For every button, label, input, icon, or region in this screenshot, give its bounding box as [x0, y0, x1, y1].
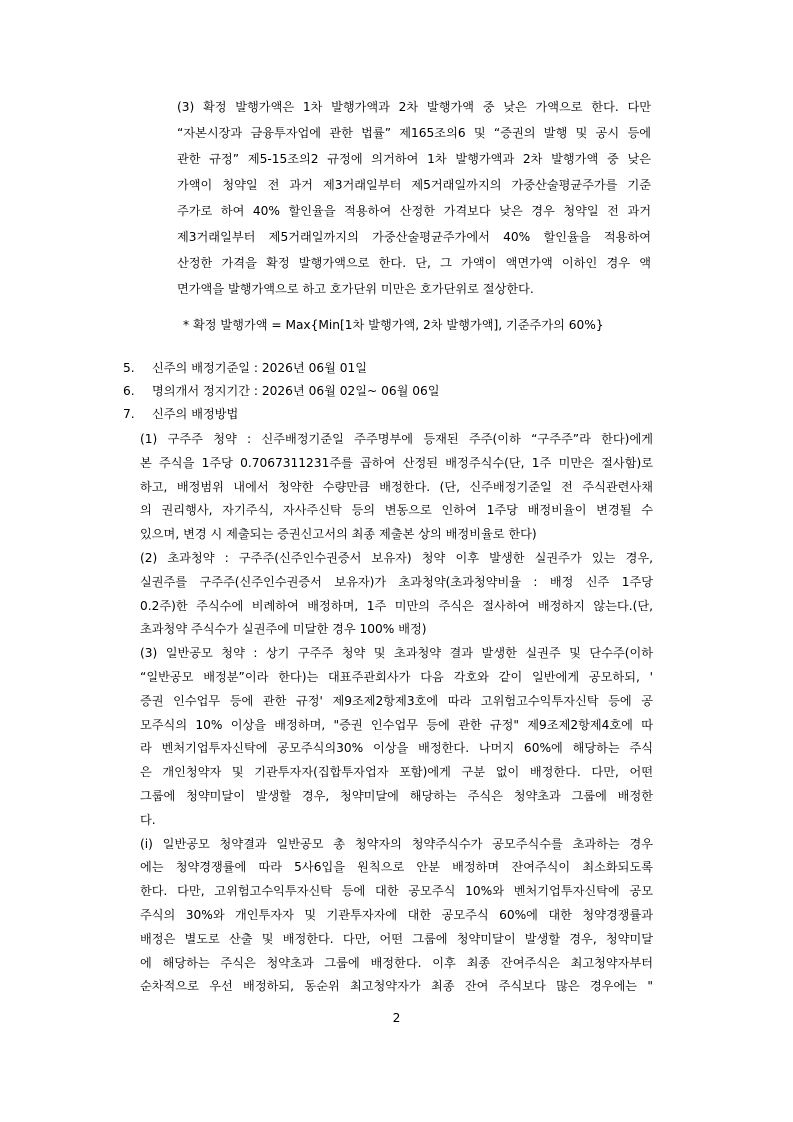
intro-line: 제3거래일부터 제5거래일까지의 가중산술평균주가에서 40% 할인율을 적용하여 — [177, 230, 651, 244]
body-line: 그룹에 청약미달이 발생할 경우, 청약미달에 해당하는 주식은 청약초과 그룹에 배정한 — [140, 788, 653, 803]
item-text: 명의개서 정지기간 : 2026년 06월 02일~ 06월 06일 — [152, 384, 440, 398]
body-line: 주식의 30%와 개인투자자 및 기관투자자에 대한 공모주식 60%에 대한 청약경쟁률과 — [140, 907, 653, 922]
body-line: 배정은 별도로 산출 및 배정한다. 다만, 어떤 그룹에 청약미달이 발생할 경우, 청약미달 — [140, 931, 653, 946]
allocation-method-body — [140, 428, 653, 999]
intro-line: 관한 규정” 제5-15조의2 규정에 의거하여 1차 발행가액과 2차 발행가액 중 낮은 — [177, 152, 651, 166]
intro-line: (3) 확정 발행가액은 1차 발행가액과 2차 발행가액 중 낮은 가액으로 한다. 다만 — [177, 100, 651, 114]
body-line: 한다. 다만, 고위험고수익투자신탁 등에 대한 공모주식 10%와 벤처기업투자신탁에 공모 — [140, 884, 653, 899]
intro-line: 주가로 하여 40% 할인율을 적용하여 산정한 가격보다 낮은 경우 청약일 전 과거 — [177, 204, 651, 218]
body-line: 에는 청약경쟁률에 따라 5사6입을 원칙으로 안분 배정하며 잔여주식이 최소화되도록 — [140, 860, 653, 875]
intro-line: 산정한 가격을 확정 발행가액으로 한다. 단, 그 가액이 액면가액 이하인 경우 액 — [177, 256, 651, 270]
body-line: 하고, 배정범위 내에서 청약한 수량만큼 배정한다. (단, 신주배정기준일 전 주식관련사채 — [140, 479, 653, 494]
item-number: 6. — [123, 384, 135, 398]
body-line: 증권 인수업무 등에 관한 규정' 제9조제2항제3호에 따라 고위험고수익투자신탁 등에 공 — [140, 693, 653, 708]
body-line: 은 개인청약자 및 기관투자자(집합투자업자 포함)에게 구분 없이 배정한다. 다만, 어떤 — [140, 765, 653, 780]
item-number: 5. — [123, 361, 135, 375]
intro-line: 가액이 청약일 전 과거 제3거래일부터 제5거래일까지의 가중산술평균주가를 기준 — [177, 178, 651, 192]
body-line: (2) 초과청약 : 구주주(신주인수권증서 보유자) 청약 이후 발생한 실권주가 있는 경우, — [140, 550, 653, 565]
body-line: 순차적으로 우선 배정하되, 동순위 최고청약자가 최종 잔여 주식보다 많은 경우에는 " — [140, 979, 653, 994]
body-line: 본 주식을 1주당 0.7067311231주를 곱하여 산정된 배정주식수(단, 1주 미만은 절사함)로 — [140, 455, 653, 470]
list-item — [123, 380, 653, 403]
item-number: 7. — [123, 407, 135, 421]
body-line: 의 권리행사, 자기주식, 자사주신탁 등의 변동으로 인하여 1주당 배정비율이 변경될 수 — [140, 503, 653, 518]
item-text: 신주의 배정방법 — [152, 407, 239, 421]
body-line: 라 벤처기업투자신탁에 공모주식의30% 이상을 배정한다. 나머지 60%에 해당하는 주식 — [140, 741, 653, 756]
body-line: 에 해당하는 주식은 청약초과 그룹에 배정한다. 이후 최종 잔여주식은 최고청약자부터 — [140, 955, 653, 970]
item-text: 신주의 배정기준일 : 2026년 06월 01일 — [152, 361, 368, 375]
intro-line: “자본시장과 금융투자업에 관한 법률” 제165조의6 및 “증권의 발행 및 공시 등에 — [177, 126, 651, 140]
body-line: 있으며, 변경 시 제출되는 증권신고서의 최종 제출본 상의 배정비율로 한다) — [140, 527, 537, 542]
numbered-items — [123, 357, 653, 426]
body-line: “일반공모 배정분”이라 한다)는 대표주관회사가 다음 각호와 같이 일반에게 공모하되, ' — [140, 669, 653, 684]
body-line: 실권주를 구주주(신주인수권증서 보유자)가 초과청약(초과청약비율 : 배정 신주 1주당 — [140, 574, 653, 589]
price-formula: * 확정 발행가액 = Max{Min[1차 발행가액, 2차 발행가액], 기준주가의 60%} — [183, 318, 604, 332]
intro-paragraph — [177, 94, 651, 302]
list-item — [123, 357, 653, 380]
body-line: (3) 일반공모 청약 : 상기 구주주 청약 및 초과청약 결과 발생한 실권주 및 단수주(이하 — [140, 646, 653, 661]
body-line: 0.2주)한 주식수에 비례하여 배정하며, 1주 미만의 주식은 절사하여 배정하지 않는다.(단, — [140, 598, 653, 613]
list-item — [123, 403, 653, 426]
body-line: 초과청약 주식수가 실권주에 미달한 경우 100% 배정) — [140, 622, 427, 637]
intro-line: 면가액을 발행가액으로 하고 호가단위 미만은 호가단위로 절상한다. — [177, 282, 534, 296]
body-line: 다. — [140, 812, 156, 827]
body-line: (1) 구주주 청약 : 신주배정기준일 주주명부에 등재된 주주(이하 “구주주”라 한다)에게 — [140, 432, 653, 446]
page-number: 2 — [392, 1011, 401, 1025]
body-line: (i) 일반공모 청약결과 일반공모 총 청약자의 청약주식수가 공모주식수를 초과하는 경우 — [140, 836, 653, 851]
body-line: 모주식의 10% 이상을 배정하며, "증권 인수업무 등에 관한 규정" 제9조제2항제4호에 따 — [140, 717, 653, 732]
